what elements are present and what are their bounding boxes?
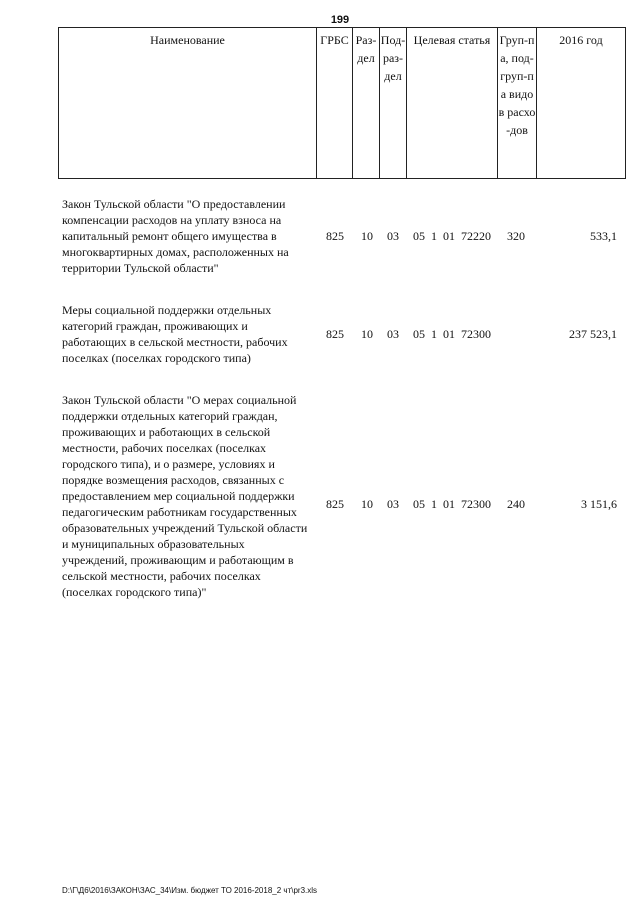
header-name: Наименование — [58, 28, 316, 178]
row-amount: 237 523,1 — [569, 327, 617, 341]
row-section: 10 — [361, 229, 373, 243]
header-grbs: ГРБС — [316, 28, 352, 178]
row-amount: 533,1 — [590, 229, 617, 243]
row-section: 10 — [361, 497, 373, 511]
row-grbs: 825 — [326, 229, 344, 243]
row-group: 240 — [507, 497, 525, 511]
row-name: Меры социальной поддержки отдельных категорий граждан, проживающих и работающих в сельской местности, рабочих поселках (поселках городского типа) — [62, 303, 288, 365]
row-section: 10 — [361, 327, 373, 341]
page-number: 199 — [330, 14, 350, 26]
file-path-footer: D:\Г\Д6\2016\ЗАКОН\ЗАС_34\Изм. бюджет ТО 2016-2018_2 чт\pr3.xls — [62, 886, 318, 895]
row-name: Закон Тульской области "О мерах социальной поддержки отдельных категорий граждан, проживающих и работающих в сельской местности, рабочих поселках (поселках городского типа), и о размере, условиях и порядке возмещения расходов, связанных с предоставлением мер социальной поддержки педагогическим работникам государственных образовательных учреждений Тульской области и муниципальных образовательных учреждений, проживающим и работающим в сельской местности, рабочих поселках (поселках городского типа)" — [62, 393, 308, 599]
row-target: 05 1 01 72300 — [413, 497, 491, 511]
header-year: 2016 год — [536, 28, 626, 178]
row-subsection: 03 — [387, 327, 399, 341]
header-target: Целевая статья — [406, 28, 497, 178]
row-target: 05 1 01 72220 — [413, 229, 491, 243]
row-subsection: 03 — [387, 497, 399, 511]
header-section: Раз-дел — [352, 28, 379, 178]
row-group: 320 — [507, 229, 525, 243]
header-subsection: Под-раз-дел — [379, 28, 406, 178]
header-group: Груп-па, под-груп-па видов расхо-дов — [497, 28, 536, 178]
row-target: 05 1 01 72300 — [413, 327, 491, 341]
row-subsection: 03 — [387, 229, 399, 243]
row-name: Закон Тульской области "О предоставлении компенсации расходов на уплату взноса на капитальный ремонт общего имущества в многоквартирных домах, расположенных на территории Тульской области" — [62, 197, 289, 275]
table-header — [58, 27, 626, 179]
row-amount: 3 151,6 — [581, 497, 617, 511]
row-grbs: 825 — [326, 497, 344, 511]
row-grbs: 825 — [326, 327, 344, 341]
